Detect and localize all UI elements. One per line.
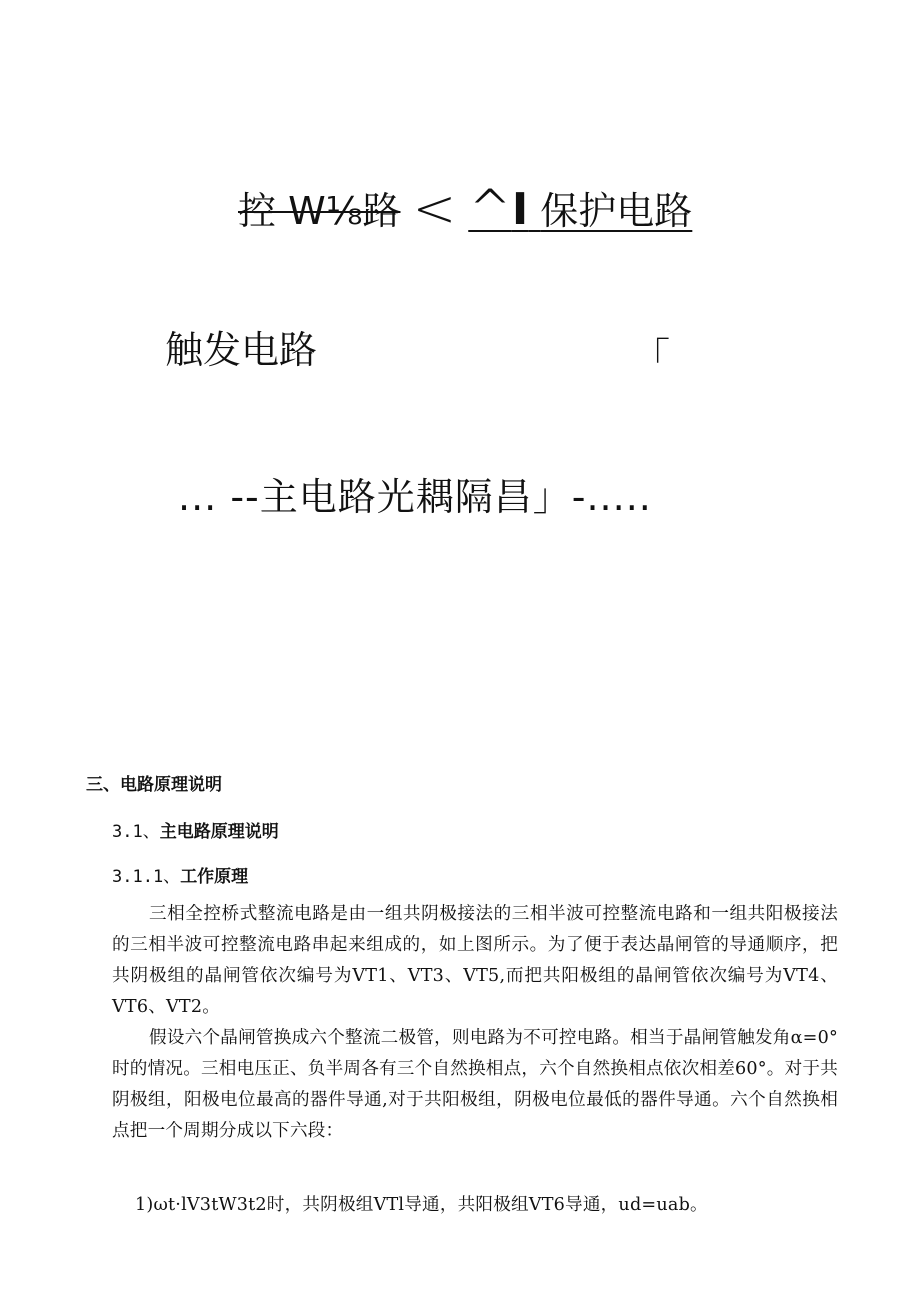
protect-circuit-label: 保护电路 bbox=[540, 189, 693, 233]
section-heading-3: 三、电路原理说明 bbox=[86, 775, 222, 795]
section-number: 3.1、 bbox=[112, 822, 160, 842]
main-circuit-label: ... --主电路光耦隔昌」-..... bbox=[178, 475, 652, 519]
angle-symbol: < bbox=[412, 179, 457, 239]
body-paragraph-1: 三相全控桥式整流电路是由一组共阴极接法的三相半波可控整流电路和一组共阳极接法的三相半波可控整流电路串起来组成的，如上图所示。为了便于表达晶闸管的导通顺序，把共阴极组的晶闸管依次编号为VT1、VT3、VT5,而把共阳极组的晶闸管依次编号为VT4、VT6、VT2。 bbox=[112, 904, 838, 1017]
body-paragraph-2: 假设六个晶闸管换成六个整流二极管，则电路为不可控电路。相当于晶闸管触发角α=0°时的情况。三相电压正、负半周各有三个自然换相点，六个自然换相点依次相差60°。对于共阴极组，阳极电位最高的器件导通,对于共阳极组，阴极电位最低的器件导通。六个自然换相点把一个周期分成以下六段： bbox=[112, 1028, 838, 1141]
section-title: 工作原理 bbox=[180, 867, 249, 887]
control-circuit-label: 控 W⅛路 bbox=[238, 189, 401, 233]
trigger-circuit-label: 触发电路 bbox=[165, 328, 318, 372]
section-number: 3.1.1、 bbox=[112, 867, 181, 887]
bracket-symbol: 「 bbox=[632, 335, 671, 379]
section-title: 主电路原理说明 bbox=[159, 822, 279, 842]
section-heading-3-1 bbox=[112, 817, 279, 842]
protect-group bbox=[468, 179, 693, 239]
bar-symbol: I bbox=[511, 184, 529, 235]
list-item: 1)ωt·lV3tW3t2时，共阴极组VTl导通，共阳极组VT6导通，ud=uab。 bbox=[135, 1195, 708, 1215]
diagram-row-control-protect bbox=[238, 179, 693, 239]
section-heading-3-1-1 bbox=[112, 862, 248, 887]
caret-symbol: ^ bbox=[468, 179, 512, 239]
